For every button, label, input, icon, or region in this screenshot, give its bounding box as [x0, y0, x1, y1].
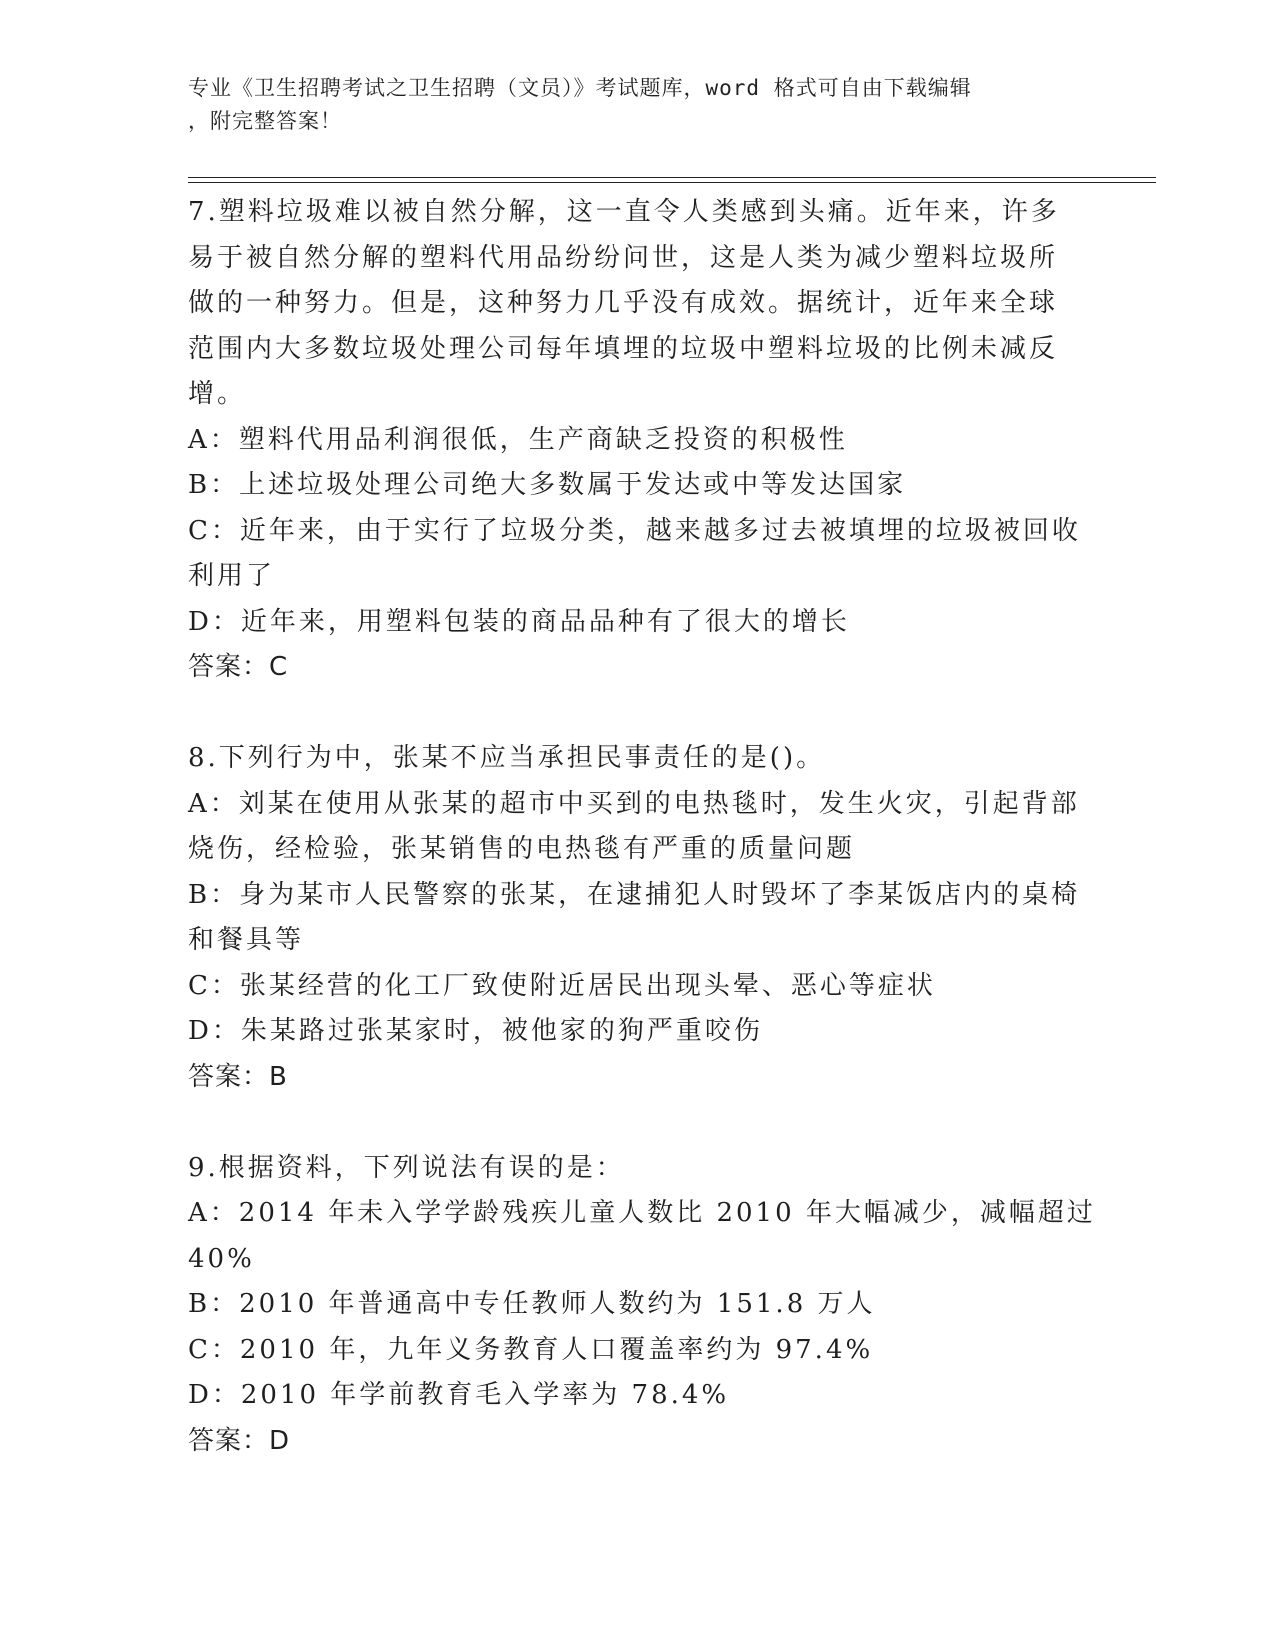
- question-stem-line: 8.下列行为中，张某不应当承担民事责任的是()。: [188, 743, 826, 773]
- header-divider-bottom: [188, 182, 1156, 183]
- question-stem-line: 易于被自然分解的塑料代用品纷纷问世，这是人类为减少塑料垃圾所: [188, 242, 1059, 273]
- option-c: C：2010 年，九年义务教育人口覆盖率约为 97.4%: [188, 1334, 874, 1365]
- question-stem-line: 7.塑料垃圾难以被自然分解，这一直令人类感到头痛。近年来，许多: [188, 197, 1060, 227]
- option-b: B：上述垃圾处理公司绝大多数属于发达或中等发达国家: [188, 470, 907, 500]
- header-divider-top: [188, 177, 1156, 178]
- header-line-2: ，附完整答案！: [188, 109, 342, 133]
- question-spacer: [188, 1100, 1088, 1146]
- question-stem-line: 范围内大多数垃圾处理公司每年填埋的垃圾中塑料垃圾的比例未减反: [188, 333, 1059, 364]
- document-header: [188, 72, 1088, 138]
- option-c-continued: 利用了: [188, 561, 276, 591]
- option-a-continued: 烧伤，经检验，张某销售的电热毯有严重的质量问题: [188, 834, 856, 864]
- option-a: A：2014 年未入学学龄残疾儿童人数比 2010 年大幅减少，减幅超过: [188, 1198, 1096, 1228]
- option-b-continued: 和餐具等: [188, 925, 305, 955]
- question-list: [188, 190, 1096, 1464]
- option-d: D：朱某路过张某家时，被他家的狗严重咬伤: [188, 1016, 763, 1046]
- answer-label: 答案：C: [188, 652, 289, 682]
- question-8: [188, 736, 1088, 1100]
- option-a: A：塑料代用品利润很低，生产商缺乏投资的积极性: [188, 424, 848, 455]
- header-line-1: 专业《卫生招聘考试之卫生招聘（文员）》考试题库，word 格式可自由下载编辑: [188, 76, 972, 100]
- option-d: D：近年来，用塑料包装的商品品种有了很大的增长: [188, 606, 850, 637]
- option-b: B：身为某市人民警察的张某，在逮捕犯人时毁坏了李某饭店内的桌椅: [188, 879, 1081, 910]
- answer-label: 答案：B: [188, 1061, 288, 1092]
- option-d: D：2010 年学前教育毛入学率为 78.4%: [188, 1380, 730, 1410]
- question-spacer: [188, 691, 1088, 737]
- answer-label: 答案：D: [188, 1425, 291, 1456]
- option-b: B：2010 年普通高中专任教师人数约为 151.8 万人: [188, 1289, 876, 1319]
- option-a-continued: 40%: [188, 1243, 255, 1274]
- option-c: C：近年来，由于实行了垃圾分类，越来越多过去被填埋的垃圾被回收: [188, 515, 1081, 546]
- option-c: C：张某经营的化工厂致使附近居民出现头晕、恶心等症状: [188, 970, 936, 1001]
- question-7: [188, 190, 1088, 691]
- question-9: [188, 1146, 1096, 1465]
- question-stem-line: 做的一种努力。但是，这种努力几乎没有成效。据统计，近年来全球: [188, 288, 1059, 318]
- question-stem-line: 9.根据资料，下列说法有误的是：: [188, 1152, 625, 1183]
- option-a: A：刘某在使用从张某的超市中买到的电热毯时，发生火灾，引起背部: [188, 788, 1080, 819]
- question-stem-line: 增。: [188, 379, 247, 409]
